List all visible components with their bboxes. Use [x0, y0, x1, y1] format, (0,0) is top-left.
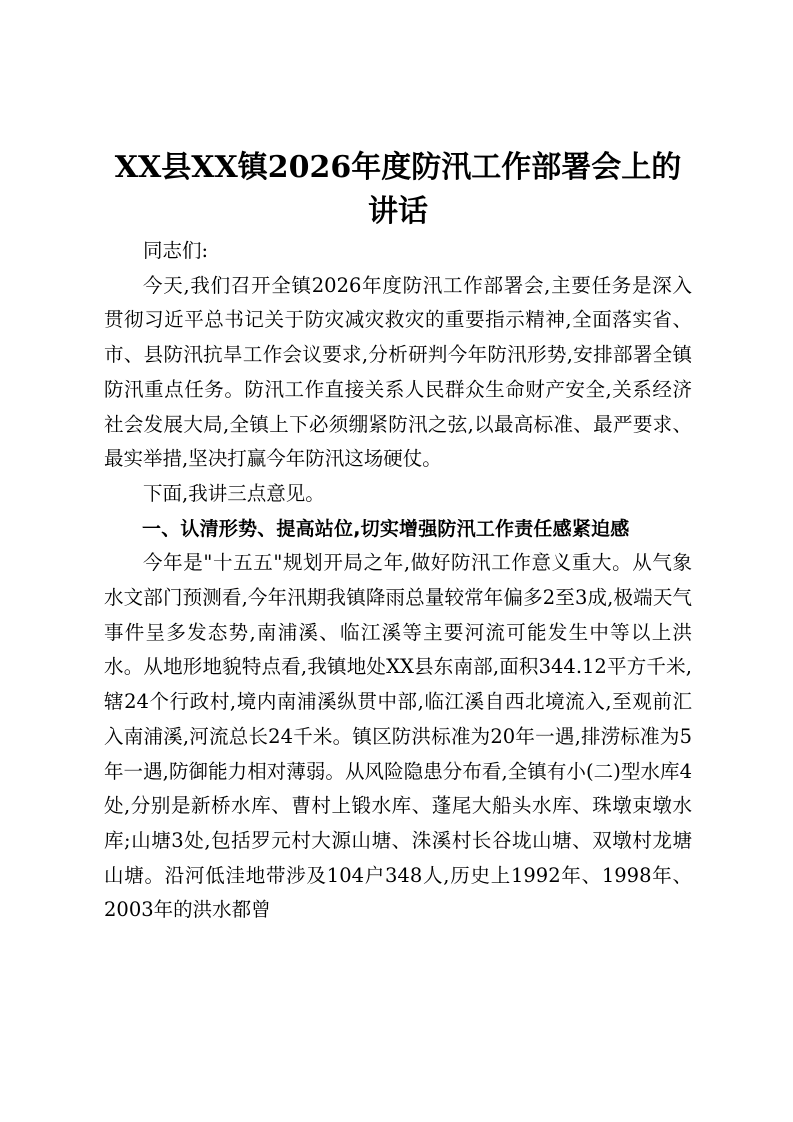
paragraph-situation: 今年是"十五五"规划开局之年,做好防汛工作意义重大。从气象水文部门预测看,今年汛期我镇降雨总量较常年偏多2至3成,极端天气事件呈多发态势,南浦溪、临江溪等主要河流可能发生中等以上洪水。从地形地貌特点看,我镇地处XX县东南部,面积344.12平方千米,辖24个行政村,境内南浦溪纵贯中部,临江溪自西北境流入,至观前汇入南浦溪,河流总长24千米。镇区防洪标准为20年一遇,排涝标准为5年一遇,防御能力相对薄弱。从风险隐患分布看,全镇有小(二)型水库4处,分别是新桥水库、曹村上锻水库、蓬尾大船头水库、珠墩束墩水库;山塘3处,包括罗元村大源山塘、洙溪村长谷垅山塘、双墩村龙塘山塘。沿河低洼地带涉及104户348人,历史上1992年、1998年、2003年的洪水都曾	[104, 551, 692, 922]
paragraph-outline: 下面,我讲三点意见。	[143, 481, 325, 505]
paragraph-intro: 今天,我们召开全镇2026年度防汛工作部署会,主要任务是深入贯彻习近平总书记关于防灾减灾救灾的重要指示精神,全面落实省、市、县防汛抗旱工作会议要求,分析研判今年防汛形势,安排部署全镇防汛重点任务。防汛工作直接关系人民群众生命财产安全,关系经济社会发展大局,全镇上下必须绷紧防汛之弦,以最高标准、最严要求、最实举措,坚决打赢今年防汛这场硬仗。	[104, 273, 692, 471]
document-body	[104, 234, 692, 928]
salutation: 同志们:	[143, 239, 209, 262]
document-title: XX县XX镇2026年度防汛工作部署会上的讲话	[114, 150, 682, 229]
section-heading: 一、认清形势、提高站位,切实增强防汛工作责任感紧迫感	[142, 517, 630, 540]
